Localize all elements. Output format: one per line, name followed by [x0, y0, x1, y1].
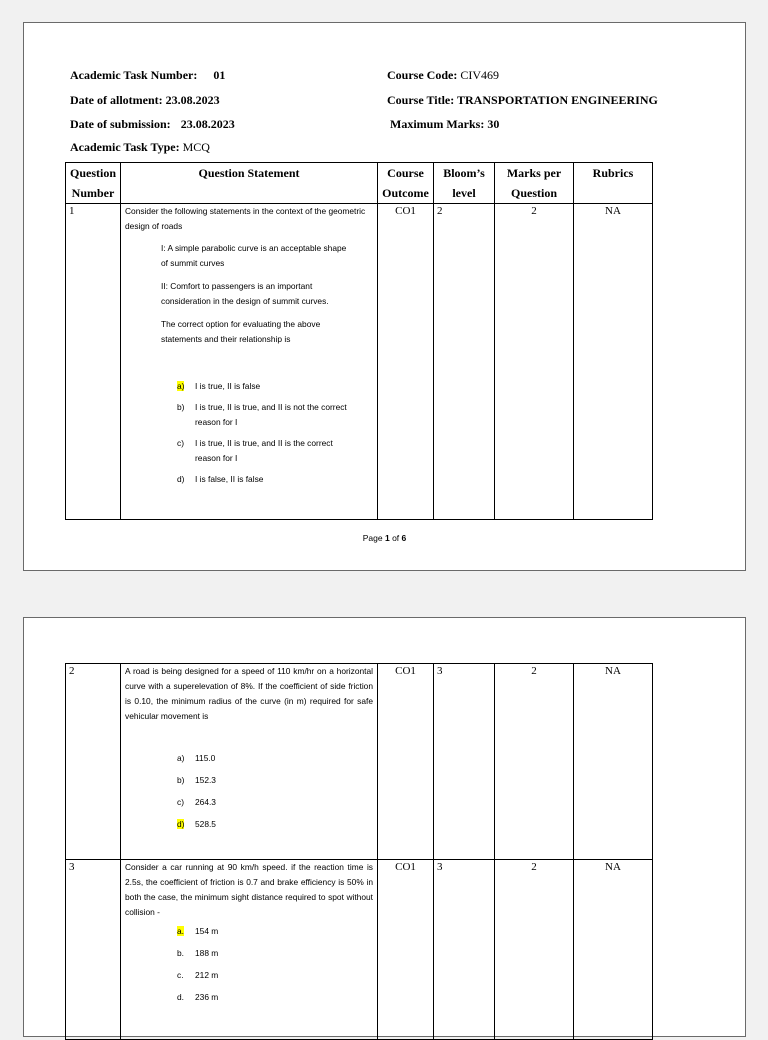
course-outcome: CO1 — [378, 204, 434, 520]
option-d — [177, 472, 373, 487]
option-text: 152.3 — [195, 775, 216, 785]
option-a — [177, 751, 373, 766]
option-d — [177, 817, 373, 832]
max-marks-value: 30 — [487, 117, 500, 131]
question-number: 2 — [66, 664, 121, 860]
blooms-level: 3 — [434, 664, 495, 860]
submission-row — [70, 117, 235, 132]
task-number-label: Academic Task Number: — [70, 68, 198, 82]
option-a — [177, 924, 373, 939]
blooms-level: 2 — [434, 204, 495, 520]
table-row — [66, 664, 653, 860]
page-footer — [24, 533, 745, 543]
max-marks-row — [390, 117, 499, 132]
course-title-value: TRANSPORTATION ENGINEERING — [457, 93, 658, 107]
allotment-label: Date of allotment: — [70, 93, 163, 107]
option-label: b) — [177, 775, 185, 785]
option-text: I is true, II is true, and II is the correct reason for I — [195, 438, 333, 463]
option-text: 212 m — [195, 970, 219, 980]
question-statement — [121, 664, 378, 860]
question-prompt: The correct option for evaluating the above statements and their relationship is — [161, 319, 321, 344]
page-prefix: Page — [362, 533, 385, 543]
option-text: I is false, II is false — [195, 474, 264, 484]
question-number: 3 — [66, 860, 121, 1040]
rubrics: NA — [574, 664, 653, 860]
table-row — [66, 204, 653, 520]
option-text: 236 m — [195, 992, 219, 1002]
rubrics: NA — [574, 860, 653, 1040]
task-type-value: MCQ — [182, 140, 210, 154]
header-rubrics: Rubrics — [574, 163, 653, 204]
option-text: 264.3 — [195, 797, 216, 807]
allotment-value: 23.08.2023 — [165, 93, 220, 107]
option-label: d) — [177, 819, 185, 829]
option-label: b. — [177, 948, 184, 958]
header-question-statement: Question Statement — [121, 163, 378, 204]
rubrics: NA — [574, 204, 653, 520]
task-type-label: Academic Task Type: — [70, 140, 180, 154]
marks-per-question: 2 — [495, 664, 574, 860]
option-b — [177, 400, 373, 430]
question-intro: Consider a car running at 90 km/h speed. if the reaction time is 2.5s, the coefficient of friction is 0.7 and brake efficiency is 50% in both the case, the minimum sight distance required to spot without collision - — [125, 862, 373, 917]
statement-two: II: Comfort to passengers is an important consideration in the design of summit curves. — [161, 281, 329, 306]
option-label: c. — [177, 970, 184, 980]
course-code-label: Course Code: — [387, 68, 458, 82]
statement-one: I: A simple parabolic curve is an acceptable shape of summit curves — [161, 243, 347, 268]
question-intro: A road is being designed for a speed of 110 km/hr on a horizontal curve with a superelevation of 8%. If the coefficient of side friction is 0.10, the minimum radius of the curve (in m) required for safe vehicular movement is — [125, 666, 373, 721]
option-label: c) — [177, 797, 184, 807]
submission-value: 23.08.2023 — [180, 117, 235, 131]
option-label: a. — [177, 926, 184, 936]
page-current: 1 — [384, 533, 390, 543]
option-c — [177, 795, 373, 810]
submission-label: Date of submission: — [70, 117, 171, 131]
option-a — [177, 379, 373, 394]
course-outcome: CO1 — [378, 664, 434, 860]
marks-per-question: 2 — [495, 860, 574, 1040]
course-code-row — [387, 68, 499, 83]
option-label: d) — [177, 474, 185, 484]
marks-per-question: 2 — [495, 204, 574, 520]
table-row — [66, 860, 653, 1040]
option-text: 188 m — [195, 948, 219, 958]
blooms-level: 3 — [434, 860, 495, 1040]
option-label: a) — [177, 381, 185, 391]
task-type-row — [70, 140, 210, 155]
option-text: I is true, II is true, and II is not the correct reason for I — [195, 402, 347, 427]
course-title-row — [387, 93, 658, 108]
document-page-2 — [23, 617, 746, 1037]
page-of: of — [389, 533, 402, 543]
option-b — [177, 773, 373, 788]
max-marks-label: Maximum Marks: — [390, 117, 485, 131]
option-c — [177, 436, 373, 466]
option-c — [177, 968, 373, 983]
header-blooms-level: Bloom’s level — [434, 163, 495, 204]
header-question-number: Question Number — [66, 163, 121, 204]
option-text: 115.0 — [195, 753, 216, 763]
header-course-outcome: Course Outcome — [378, 163, 434, 204]
option-label: d. — [177, 992, 184, 1002]
task-number-row — [70, 68, 225, 83]
option-label: b) — [177, 402, 185, 412]
page-total: 6 — [401, 533, 407, 543]
document-page-1 — [23, 22, 746, 571]
course-code-value: CIV469 — [460, 68, 499, 82]
question-number: 1 — [66, 204, 121, 520]
question-statement — [121, 204, 378, 520]
allotment-row — [70, 93, 220, 108]
option-b — [177, 946, 373, 961]
task-number-value: 01 — [213, 68, 226, 82]
option-label: a) — [177, 753, 185, 763]
question-table-page-1 — [65, 162, 653, 520]
option-text: 154 m — [195, 926, 219, 936]
option-text: I is true, II is false — [195, 381, 261, 391]
option-label: c) — [177, 438, 184, 448]
table-header-row — [66, 163, 653, 204]
question-intro: Consider the following statements in the context of the geometric design of roads — [125, 206, 366, 231]
question-statement — [121, 860, 378, 1040]
option-d — [177, 990, 373, 1005]
course-title-label: Course Title: — [387, 93, 455, 107]
option-text: 528.5 — [195, 819, 216, 829]
question-table-page-2 — [65, 663, 653, 1040]
header-marks-per-question: Marks per Question — [495, 163, 574, 204]
course-outcome: CO1 — [378, 860, 434, 1040]
